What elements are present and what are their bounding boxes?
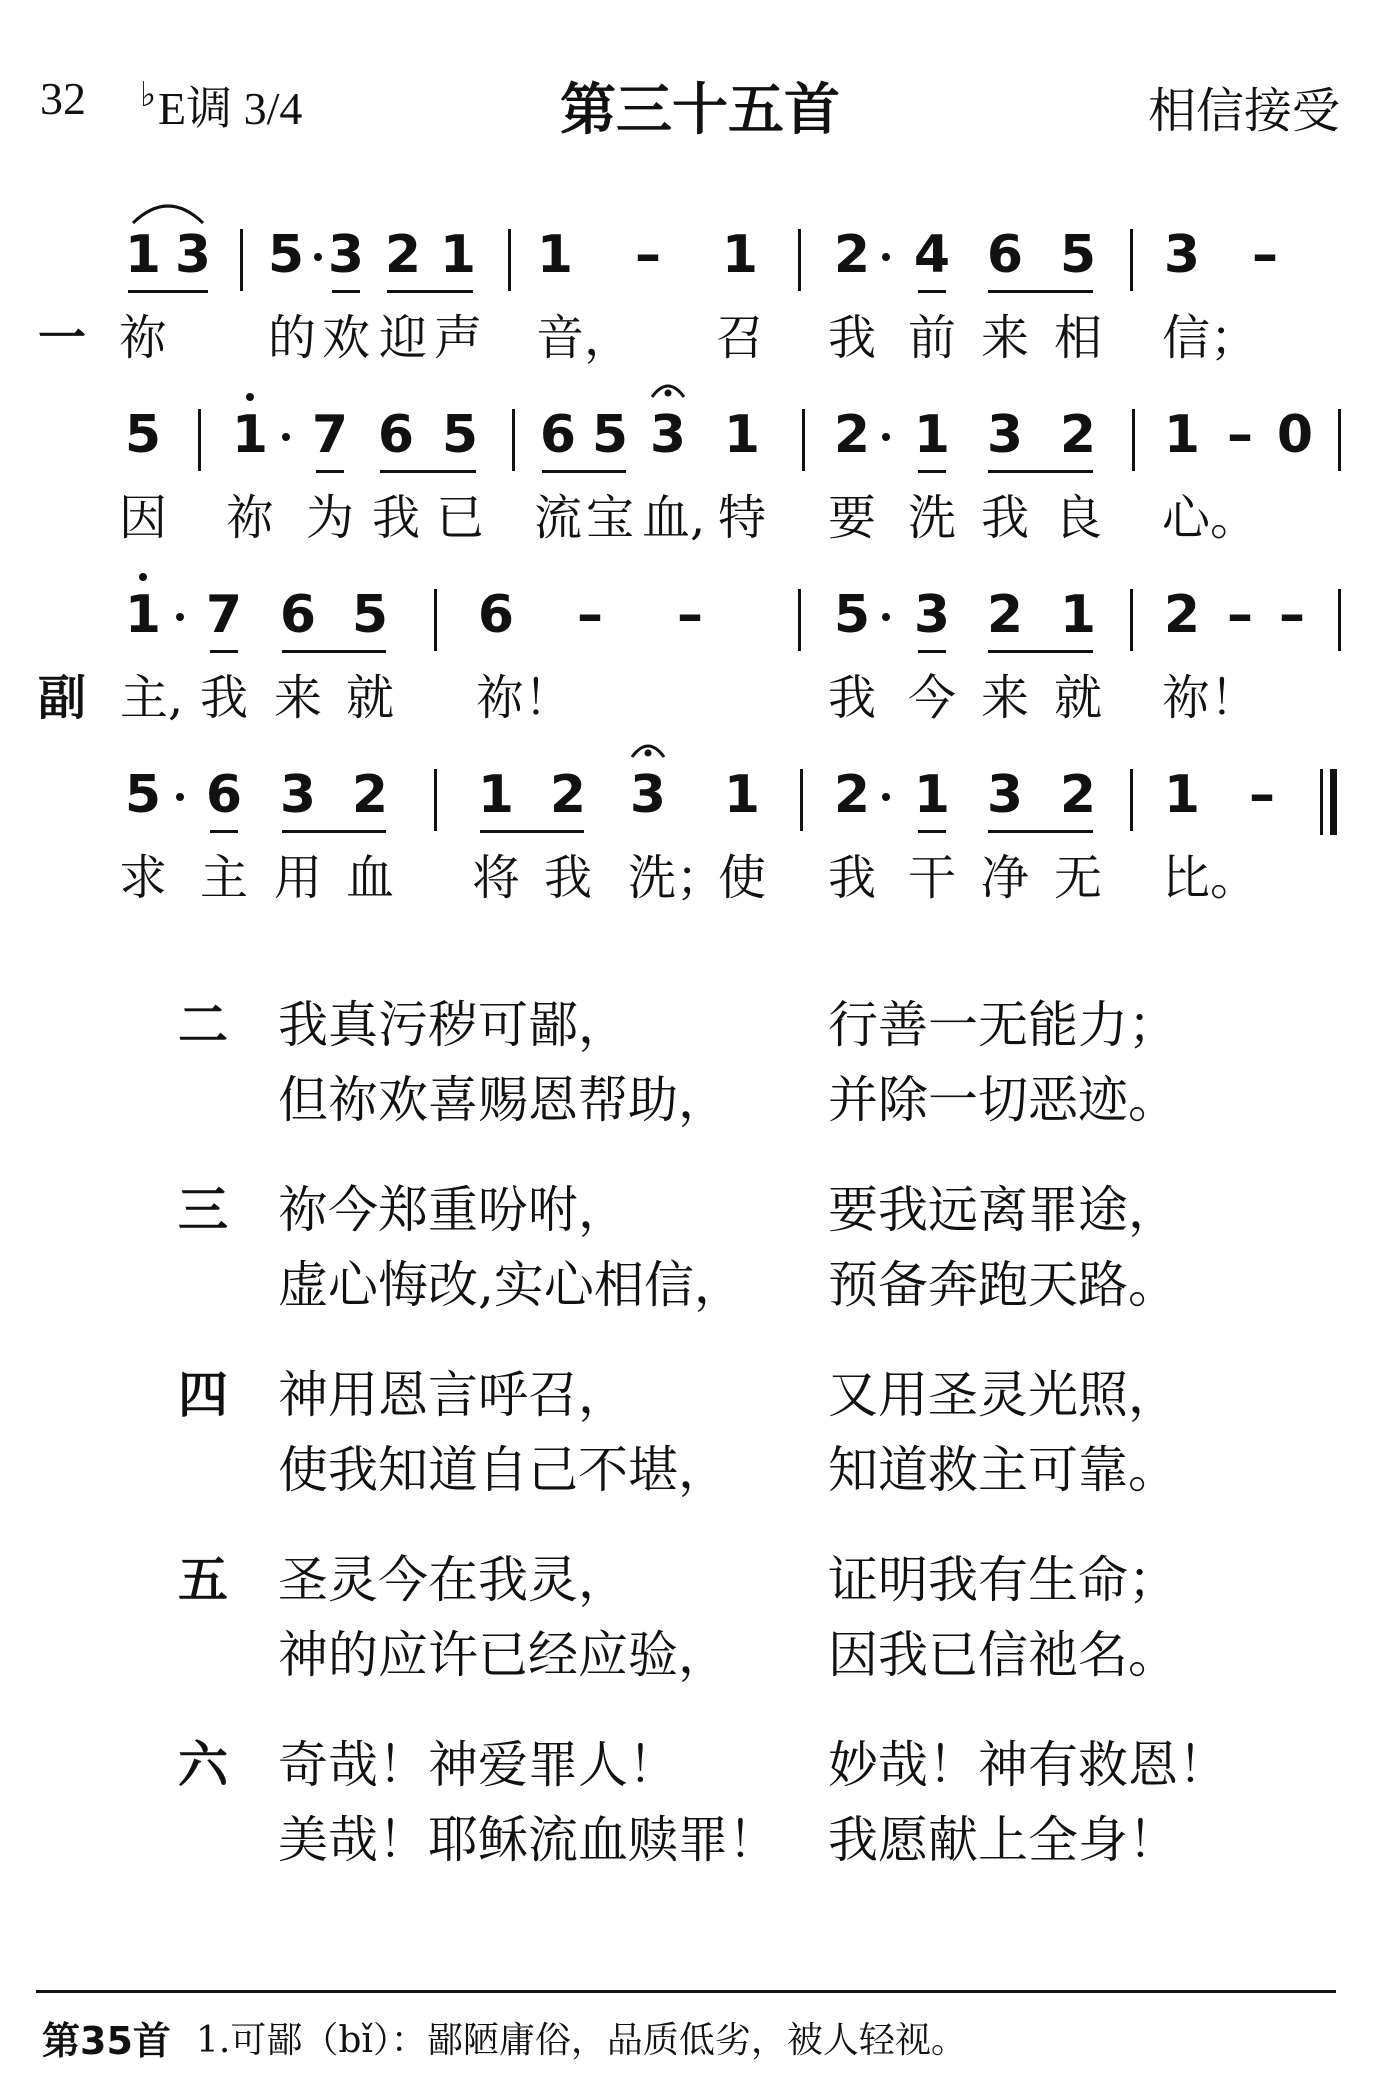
verse-line: 祢今郑重吩咐， <box>278 1181 628 1239</box>
note: 1 <box>1163 405 1201 465</box>
slur-mark <box>128 195 208 225</box>
note: 1 <box>723 405 761 465</box>
verse-line: 要我远离罪途， <box>828 1181 1178 1239</box>
lyric: 用 <box>273 850 322 906</box>
lyric: 音， <box>536 310 633 366</box>
note: 1 <box>124 585 162 645</box>
bar-line <box>1338 409 1341 471</box>
underline <box>988 290 1093 293</box>
lyric: 洗 <box>907 490 956 546</box>
note: 3 <box>913 585 951 645</box>
underline <box>210 830 238 833</box>
note: 1 <box>439 225 477 285</box>
lyric: 良 <box>1053 490 1102 546</box>
underline <box>542 470 626 473</box>
fermata-mark <box>628 737 668 761</box>
note: – <box>1279 585 1305 645</box>
note: 2 <box>986 585 1024 645</box>
note: 0 <box>1276 405 1314 465</box>
lyric: 无 <box>1053 850 1102 906</box>
bar-line <box>434 769 437 831</box>
lyric: 相 <box>1053 310 1102 366</box>
note: 1 <box>231 405 269 465</box>
verse-line: 神用恩言呼召， <box>278 1366 628 1424</box>
lyric: 宝 <box>585 490 634 546</box>
note: 6 <box>986 225 1024 285</box>
verse-line: 又用圣灵光照， <box>828 1366 1178 1424</box>
hymn-title: 第三十五首 <box>560 78 840 143</box>
augmentation-dot <box>176 793 184 801</box>
note: 1 <box>721 225 759 285</box>
augmentation-dot <box>882 613 890 621</box>
note: 5 <box>833 585 871 645</box>
footnote-divider <box>36 1990 1336 1993</box>
lyric: 因 <box>118 490 167 546</box>
bar-line <box>1130 769 1133 831</box>
underline <box>918 290 946 293</box>
note: – <box>1227 405 1253 465</box>
note: 2 <box>1059 405 1097 465</box>
augmentation-dot <box>882 793 890 801</box>
underline <box>380 470 476 473</box>
lyric: 的 <box>267 310 316 366</box>
lyric: 来 <box>980 310 1029 366</box>
underline <box>282 830 386 833</box>
note: 1 <box>1163 765 1201 825</box>
note: 6 <box>279 585 317 645</box>
note: 1 <box>124 225 162 285</box>
refrain-label: 副 <box>38 670 87 726</box>
note: 2 <box>1059 765 1097 825</box>
verse-line: 妙哉！神有救恩！ <box>828 1736 1228 1794</box>
lyric: 祢 <box>225 490 274 546</box>
note: 3 <box>629 765 667 825</box>
lyric: 来 <box>980 670 1029 726</box>
underline <box>988 830 1093 833</box>
note: – <box>635 225 661 285</box>
verse-line: 使我知道自己不堪， <box>278 1441 728 1499</box>
lyric: 前 <box>907 310 956 366</box>
note: 3 <box>174 225 212 285</box>
stanza-label: 一 <box>38 310 87 366</box>
note: 1 <box>723 765 761 825</box>
lyric: 祢！ <box>1162 670 1259 726</box>
bar-line <box>1132 409 1135 471</box>
underline <box>332 290 360 293</box>
underline <box>918 470 946 473</box>
underline <box>316 470 344 473</box>
score-line-3 <box>0 585 1400 745</box>
lyric: 已 <box>435 490 484 546</box>
note: 2 <box>384 225 422 285</box>
lyric: 我 <box>199 670 248 726</box>
augmentation-dot <box>882 433 890 441</box>
score-line-2 <box>0 405 1400 565</box>
lyric: 我 <box>827 310 876 366</box>
verse-label: 四 <box>178 1366 228 1424</box>
note: 3 <box>649 405 687 465</box>
underline <box>918 830 946 833</box>
high-octave-dot <box>246 393 254 401</box>
underline <box>918 650 946 653</box>
lyric: 洗； <box>628 850 725 906</box>
note: – <box>577 585 603 645</box>
note: 3 <box>986 405 1024 465</box>
note: 6 <box>539 405 577 465</box>
bar-line <box>198 409 201 471</box>
note: 5 <box>1059 225 1097 285</box>
lyric: 主 <box>199 850 248 906</box>
lyric: 来 <box>273 670 322 726</box>
note: 5 <box>351 585 389 645</box>
lyric: 信； <box>1162 310 1259 366</box>
note: – <box>1252 225 1278 285</box>
lyric: 血 <box>345 850 394 906</box>
verse-label: 六 <box>178 1736 228 1794</box>
bar-line <box>1338 589 1341 651</box>
note: 4 <box>913 225 951 285</box>
note: 3 <box>986 765 1024 825</box>
note: 3 <box>1163 225 1201 285</box>
lyric: 求 <box>118 850 167 906</box>
score-line-4 <box>0 765 1400 925</box>
note: 2 <box>351 765 389 825</box>
note: – <box>1227 585 1253 645</box>
lyric: 血, <box>642 490 706 546</box>
page-number: 32 <box>40 73 86 124</box>
lyric: 迎 <box>378 310 427 366</box>
verse-line: 知道救主可靠。 <box>828 1441 1178 1499</box>
verse-line: 我真污秽可鄙， <box>278 996 628 1054</box>
lyric: 祢 <box>118 310 167 366</box>
lyric: 使 <box>717 850 766 906</box>
note: 5 <box>441 405 479 465</box>
lyric: 我 <box>980 490 1029 546</box>
lyric: 要 <box>827 490 876 546</box>
note: 6 <box>205 765 243 825</box>
verse-label: 二 <box>178 996 228 1054</box>
lyric: 就 <box>1053 670 1102 726</box>
verse-line: 行善一无能力； <box>828 996 1178 1054</box>
hymn-theme: 相信接受 <box>1147 83 1340 139</box>
note: 1 <box>913 765 951 825</box>
note: 6 <box>377 405 415 465</box>
underline <box>988 470 1093 473</box>
verse-line: 神的应许已经应验， <box>278 1626 728 1684</box>
final-bar-line-thick <box>1330 769 1337 835</box>
augmentation-dot <box>882 253 890 261</box>
final-bar-line-thin <box>1320 769 1323 835</box>
note: 2 <box>549 765 587 825</box>
verse-line: 美哉！耶稣流血赎罪！ <box>278 1811 778 1869</box>
note: 1 <box>477 765 515 825</box>
footnote-text: 1.可鄙（bǐ）：鄙陋庸俗，品质低劣，被人轻视。 <box>196 2020 967 2061</box>
lyric: 召 <box>715 310 764 366</box>
note: 3 <box>327 225 365 285</box>
footnote-label: 第35首 <box>42 2019 171 2063</box>
lyric: 我 <box>543 850 592 906</box>
lyric: 我 <box>827 670 876 726</box>
lyric: 比。 <box>1162 850 1259 906</box>
underline <box>210 650 238 653</box>
note: – <box>1249 765 1275 825</box>
lyric: 我 <box>827 850 876 906</box>
lyric: 欢 <box>321 310 370 366</box>
lyric: 净 <box>980 850 1029 906</box>
augmentation-dot <box>176 613 184 621</box>
bar-line <box>798 229 801 291</box>
verse-label: 五 <box>178 1551 228 1609</box>
key-signature-text: E调 3/4 <box>158 83 303 134</box>
bar-line <box>798 589 801 651</box>
note: 5 <box>267 225 305 285</box>
flat-icon: ♭ <box>140 77 157 114</box>
lyric: 为 <box>305 490 354 546</box>
bar-line <box>434 589 437 651</box>
verse-line: 预备奔跑天路。 <box>828 1256 1178 1314</box>
verse-line: 并除一切恶迹。 <box>828 1071 1178 1129</box>
underline <box>282 650 386 653</box>
underline <box>387 290 473 293</box>
underline <box>128 290 208 293</box>
verse-label: 三 <box>178 1181 228 1239</box>
lyric: 声 <box>433 310 482 366</box>
note: 7 <box>311 405 349 465</box>
note: 2 <box>833 405 871 465</box>
verse-line: 因我已信祂名。 <box>828 1626 1178 1684</box>
verse-line: 证明我有生命； <box>828 1551 1178 1609</box>
verse-line: 奇哉！神爱罪人！ <box>278 1736 678 1794</box>
high-octave-dot <box>139 573 147 581</box>
augmentation-dot <box>282 433 290 441</box>
bar-line <box>240 229 243 291</box>
note: 5 <box>124 405 162 465</box>
lyric: 我 <box>371 490 420 546</box>
bar-line <box>802 409 805 471</box>
bar-line <box>800 769 803 831</box>
score-line-1 <box>0 225 1400 385</box>
lyric: 特 <box>717 490 766 546</box>
bar-line <box>1130 589 1133 651</box>
lyric: 流 <box>533 490 582 546</box>
verse-line: 我愿献上全身！ <box>828 1811 1178 1869</box>
note: 1 <box>913 405 951 465</box>
underline <box>480 830 584 833</box>
note: 2 <box>1163 585 1201 645</box>
note: 1 <box>536 225 574 285</box>
lyric: 主, <box>120 670 184 726</box>
note: 6 <box>477 585 515 645</box>
note: 5 <box>591 405 629 465</box>
bar-line <box>508 229 511 291</box>
note: 1 <box>1059 585 1097 645</box>
underline <box>988 650 1093 653</box>
lyric: 今 <box>907 670 956 726</box>
verse-line: 圣灵今在我灵， <box>278 1551 628 1609</box>
lyric: 祢！ <box>476 670 573 726</box>
verse-line: 但祢欢喜赐恩帮助， <box>278 1071 728 1129</box>
bar-line <box>512 409 515 471</box>
lyric: 干 <box>907 850 956 906</box>
note: 5 <box>124 765 162 825</box>
lyric: 心。 <box>1162 490 1259 546</box>
lyric: 就 <box>345 670 394 726</box>
fermata-mark <box>648 377 688 401</box>
note: 7 <box>205 585 243 645</box>
note: – <box>677 585 703 645</box>
note: 3 <box>279 765 317 825</box>
note: 2 <box>833 225 871 285</box>
verse-line: 虚心悔改,实心相信， <box>278 1256 744 1314</box>
lyric: 将 <box>471 850 520 906</box>
bar-line <box>1130 229 1133 291</box>
note: 2 <box>833 765 871 825</box>
